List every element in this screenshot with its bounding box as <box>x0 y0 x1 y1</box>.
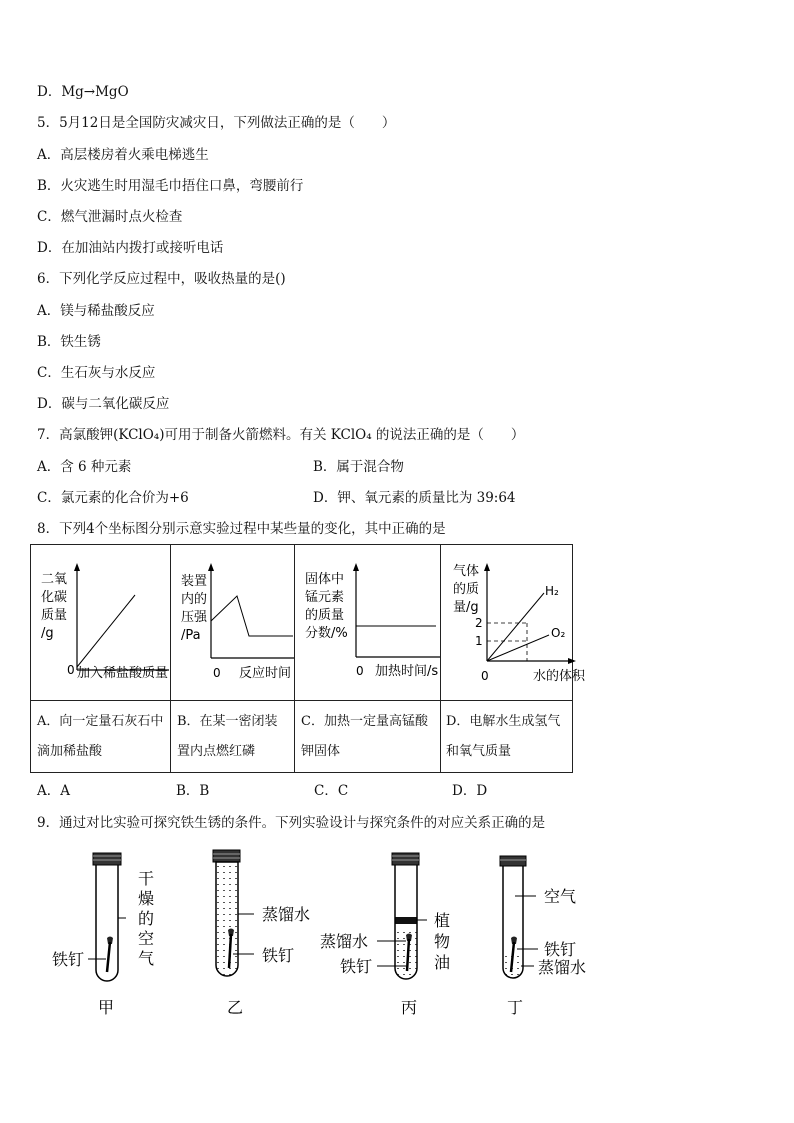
graph-b-xlabel: 反应时间 <box>239 666 292 681</box>
tube-ding <box>500 856 586 1017</box>
tube-jia-name: 甲 <box>98 998 115 1017</box>
tube-bing <box>320 853 450 1017</box>
graph-a-xlabel: 加入稀盐酸质量 <box>77 666 169 681</box>
q8-graph-b <box>171 545 294 700</box>
q7-option-c: C．氯元素的化合价为+6 <box>37 490 189 506</box>
tube-bing-label-oil-3: 油 <box>434 953 451 972</box>
q5-option-a: A．高层楼房着火乘电梯逃生 <box>37 147 209 163</box>
tube-bing-label-water: 蒸馏水 <box>320 932 369 951</box>
q7-stem: 7．高氯酸钾(KClO₄)可用于制备火箭燃料。有关 KClO₄ 的说法正确的是（ ） <box>37 427 525 443</box>
q9-test-tubes-figure <box>0 840 794 1030</box>
tube-ding-label-air: 空气 <box>544 887 577 906</box>
tube-jia-label-4: 空 <box>138 929 155 948</box>
tube-ding-label-nail: 铁钉 <box>544 940 577 959</box>
q8-caption-c: C．加热一定量高锰酸钾固体 <box>301 714 428 759</box>
q7-option-d: D．钾、氧元素的质量比为 39:64 <box>313 490 516 506</box>
q5-option-d: D．在加油站内拨打或接听电话 <box>37 240 224 256</box>
tube-jia-label-5: 气 <box>138 949 155 968</box>
graph-d-ylabel-2: 的质 <box>453 582 480 597</box>
tube-bing-label-oil-1: 植 <box>434 911 451 930</box>
q8-answer-d: D．D <box>452 783 488 799</box>
graph-b-ylabel-2: 内的 <box>181 592 208 607</box>
q6-option-d: D．碳与二氧化碳反应 <box>37 396 170 412</box>
graph-c-ylabel-4: 分数/% <box>305 626 348 641</box>
q5-option-c: C．燃气泄漏时点火检查 <box>37 209 183 225</box>
q7-option-a: A．含 6 种元素 <box>37 459 132 475</box>
q8-stem: 8．下列4个坐标图分别示意实验过程中某些量的变化，其中正确的是 <box>37 521 446 537</box>
q8-caption-d: D．电解水生成氢气和氧气质量 <box>446 714 561 759</box>
q4-option-d: D．Mg→MgO <box>37 84 129 100</box>
graph-b-ylabel-3: 压强 <box>181 610 208 625</box>
graph-d-xlabel: 水的体积 <box>533 669 586 684</box>
graph-a-ylabel-4: /g <box>41 626 54 641</box>
q5-stem: 5．5月12日是全国防灾减灾日，下列做法正确的是（ ） <box>37 115 396 131</box>
graph-a-origin: 0 <box>67 663 75 677</box>
graph-b-ylabel-1: 装置 <box>181 574 208 589</box>
q7-option-b: B．属于混合物 <box>313 459 404 475</box>
graph-d-tick-1: 1 <box>475 634 483 648</box>
graph-d-series-h2: H₂ <box>545 584 559 598</box>
tube-jia-label-1: 干 <box>138 869 155 888</box>
tube-jia <box>52 853 154 1017</box>
tube-bing-name: 丙 <box>401 998 418 1017</box>
q6-stem: 6．下列化学反应过程中，吸收热量的是() <box>37 271 286 287</box>
q8-graph-a <box>31 545 170 700</box>
tube-ding-name: 丁 <box>507 998 524 1017</box>
q6-option-a: A．镁与稀盐酸反应 <box>37 303 155 319</box>
tube-yi-label-nail: 铁钉 <box>262 946 295 965</box>
tube-yi-name: 乙 <box>227 998 244 1017</box>
graph-a-ylabel-1: 二氧 <box>41 572 68 587</box>
tube-yi <box>213 850 310 1017</box>
q9-stem: 9．通过对比实验可探究铁生锈的条件。下列实验设计与探究条件的对应关系正确的是 <box>37 815 546 831</box>
q8-graph-table <box>30 544 586 773</box>
q6-option-c: C．生石灰与水反应 <box>37 365 156 381</box>
graph-d-tick-2: 2 <box>475 616 483 630</box>
q8-caption-a: A．向一定量石灰石中滴加稀盐酸 <box>37 714 164 759</box>
graph-c-ylabel-2: 锰元素 <box>305 590 345 605</box>
graph-b-origin: 0 <box>213 666 221 680</box>
tube-jia-label-nail: 铁钉 <box>52 950 85 969</box>
graph-c-xlabel: 加热时间/s <box>375 664 439 679</box>
tube-yi-label-water: 蒸馏水 <box>262 905 311 924</box>
graph-a-ylabel-2: 化碳 <box>41 590 68 605</box>
q8-graph-c <box>295 545 440 700</box>
tube-ding-label-water: 蒸馏水 <box>538 958 587 977</box>
tube-bing-label-oil-2: 物 <box>434 932 451 951</box>
q6-option-b: B．铁生锈 <box>37 334 101 350</box>
tube-jia-label-3: 的 <box>138 909 155 928</box>
graph-c-origin: 0 <box>356 664 364 678</box>
q8-answer-c: C．C <box>314 783 349 799</box>
graph-a-ylabel-3: 质量 <box>41 608 68 623</box>
q8-answer-a: A．A <box>37 783 70 799</box>
q8-graph-d <box>441 545 586 700</box>
graph-b-ylabel-4: /Pa <box>181 628 201 643</box>
q8-answer-b: B．B <box>176 783 210 799</box>
graph-c-ylabel-3: 的质量 <box>305 608 345 623</box>
graph-c-ylabel-1: 固体中 <box>305 572 345 587</box>
tube-bing-label-nail: 铁钉 <box>340 957 373 976</box>
q8-caption-b: B．在某一密闭装置内点燃红磷 <box>177 714 278 759</box>
graph-d-ylabel-1: 气体 <box>453 564 480 579</box>
tube-jia-label-2: 燥 <box>138 889 155 908</box>
q5-option-b: B．火灾逃生时用湿毛巾捂住口鼻，弯腰前行 <box>37 178 304 194</box>
graph-d-ylabel-3: 量/g <box>453 600 479 615</box>
graph-d-origin: 0 <box>481 669 489 683</box>
graph-d-series-o2: O₂ <box>551 626 566 640</box>
